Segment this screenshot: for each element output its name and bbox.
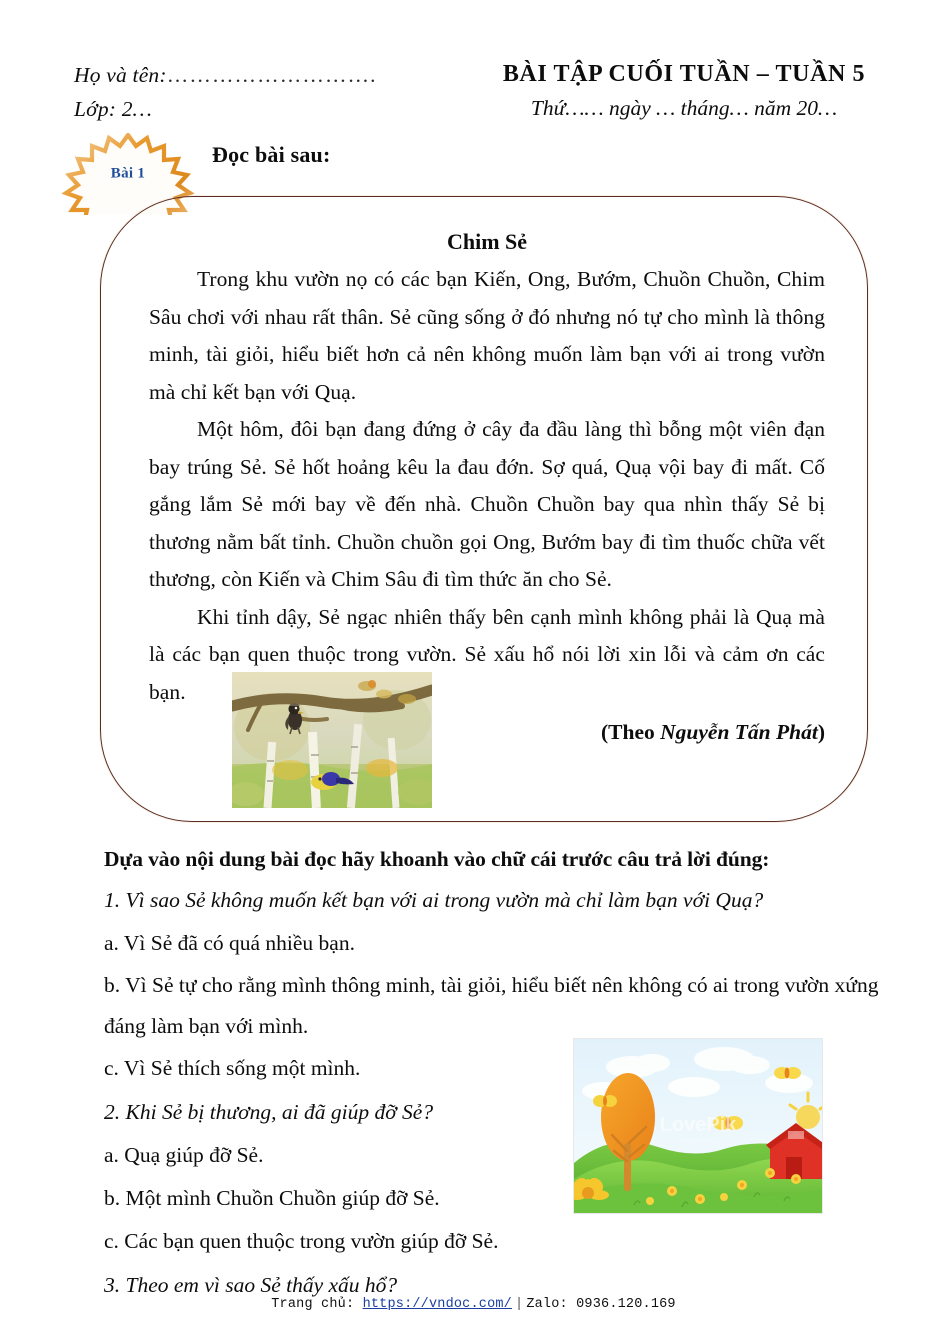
date-line: Thứ…… ngày … tháng… năm 20… [530,96,838,120]
watermark-text: LovePik [659,1114,737,1136]
student-info-block [74,58,454,126]
question-2-option-a[interactable]: a. Quạ giúp đỡ Sẻ. [104,1143,264,1167]
student-name-label: Họ và tên: [74,63,167,87]
attribution-prefix: (Theo [601,720,661,744]
student-name-dotted-fill: ………………………. [166,63,377,87]
footer-zalo: Zalo: 0936.120.169 [526,1297,676,1312]
student-class-line: Lớp: 2… [74,97,152,121]
question-2-option-b[interactable]: b. Một mình Chuồn Chuồn giúp đỡ Sẻ. [104,1186,440,1210]
questions-heading: Dựa vào nội dung bài đọc hãy khoanh vào chữ cái trước câu trả lời đúng: [104,847,770,871]
worksheet-title-block [494,58,874,126]
page-footer [0,1297,947,1312]
story-paragraph: Một hôm, đôi bạn đang đứng ở cây đa đầu làng thì bỗng một viên đạn bay trúng Sẻ. Sẻ hốt hoảng kêu la đau đớn. Sợ quá, Quạ vội bay đi mất. Cố gắng lắm Sẻ mới bay về đến nhà. Chuồn Chuồn bay qua nhìn thấy Sẻ bị thương nằm bất tỉnh. Chuồn chuồn gọi Ong, Bướm bay đi tìm thuốc chữa vết thương, còn Kiến và Chim Sâu đi tìm thức ăn cho Sẻ. [149,417,825,591]
garden-scene-icon [574,1039,822,1213]
story-paragraph: Khi tỉnh dậy, Sẻ ngạc nhiên thấy bên cạnh mình không phải là Quạ mà là các bạn quen thuộc trong vườn. Sẻ xấu hổ nói lời xin lỗi và cảm ơn các bạn. [149,604,825,704]
question-1-option-a[interactable]: a. Vì Sẻ đã có quá nhiều bạn. [104,931,355,955]
attribution-author: Nguyễn Tấn Phát [660,720,818,744]
footer-website-link[interactable]: https://vndoc.com/ [362,1297,512,1312]
butterfly [774,1067,801,1079]
garden-landscape-illustration [573,1038,823,1214]
story-title: Chim Sẻ [446,229,528,254]
question-1-option-b[interactable]: b. Vì Sẻ tự cho rằng mình thông minh, tài giỏi, hiểu biết nên không có ai trong vườn xứng đáng làm bạn với mình. [104,973,879,1038]
student-name-line [74,58,454,92]
page-title: BÀI TẬP CUỐI TUẦN – TUẦN 5 [502,61,866,87]
butterfly [593,1095,617,1107]
forest-scene-icon [232,672,432,808]
question-1: 1. Vì sao Sẻ không muốn kết bạn với ai trong vườn mà chỉ làm bạn với Quạ? [104,888,764,912]
story-paragraph: Trong khu vườn nọ có các bạn Kiến, Ong, Bướm, Chuồn Chuồn, Chim Sâu chơi với nhau rất thân. Sẻ cũng sống ở đó nhưng nó tự cho mình là thông minh, tài giỏi, hiểu biết hơn cả nên không muốn làm bạn với ai trong vườn mà chỉ kết bạn với Quạ. [149,267,825,404]
attribution-suffix: ) [817,720,825,744]
read-instruction-label: Đọc bài sau: [212,142,331,167]
footer-prefix: Trang chủ: [271,1297,363,1312]
bird-in-forest-illustration [232,672,432,808]
question-2: 2. Khi Sẻ bị thương, ai đã giúp đỡ Sẻ? [104,1100,434,1124]
question-2-option-c[interactable]: c. Các bạn quen thuộc trong vườn giúp đỡ Sẻ. [104,1229,499,1253]
question-3: 3. Theo em vì sao Sẻ thấy xấu hổ? [104,1273,398,1297]
footer-separator: | [515,1297,524,1312]
svg-text:lovepik.com: lovepik.com [682,1139,714,1145]
reading-passage-box [100,196,868,822]
question-1-option-c[interactable]: c. Vì Sẻ thích sống một mình. [104,1056,361,1080]
exercise-number-label: Bài 1 [110,165,146,182]
